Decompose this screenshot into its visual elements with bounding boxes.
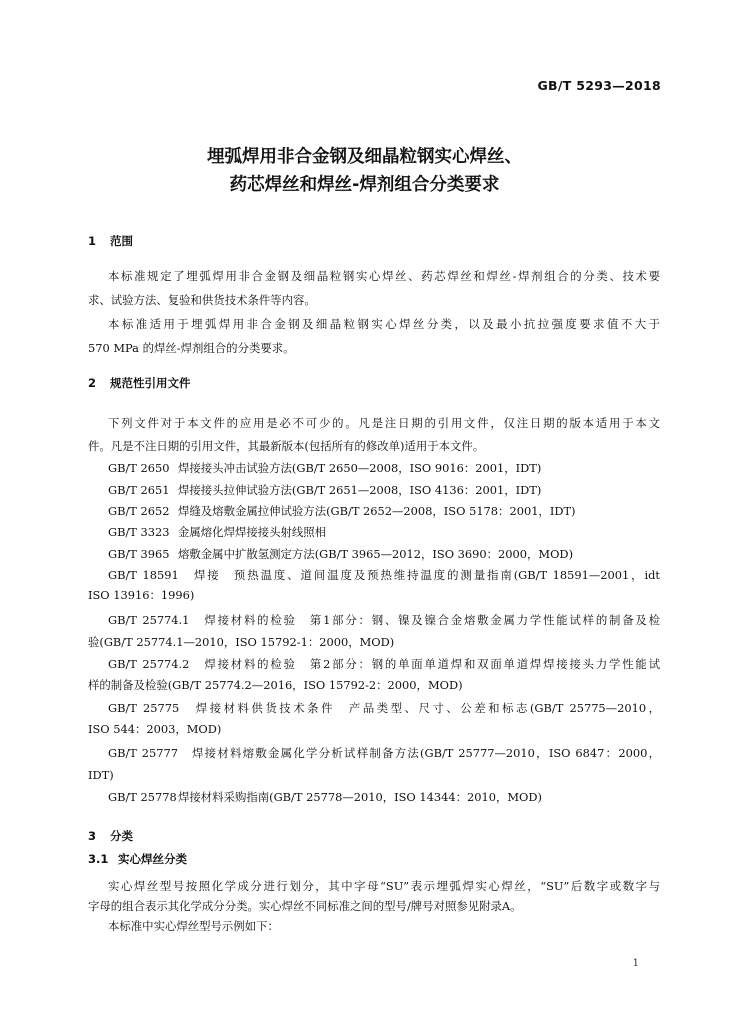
title-line-1: 埋弧焊用非合金钢及细晶粒钢实心焊丝、 bbox=[207, 147, 522, 167]
section-2-number: 2 bbox=[88, 376, 97, 390]
standard-number: GB/T 5293—2018 bbox=[537, 78, 661, 93]
reference-item: GB/T 25774.2 焊接材料的检验 第2部分：钢的单面单道焊和双面单道焊焊接接头力学性能试 bbox=[108, 657, 660, 671]
section-1-title: 范围 bbox=[110, 234, 133, 248]
reference-item: GB/T 25775 焊接材料供货技术条件 产品类型、尺寸、公差和标志(GB/T 25775—2010， bbox=[108, 701, 660, 715]
section-1-para-1-line-1: 本标准规定了埋弧焊用非合金钢及细晶粒钢实心焊丝、药芯焊丝和焊丝-焊剂组合的分类、技术要 bbox=[108, 269, 660, 283]
section-1-number: 1 bbox=[88, 234, 97, 248]
section-3-para-1-line-2: 字母的组合表示其化学成分分类。实心焊丝不同标准之间的型号/牌号对照参见附录A。 bbox=[88, 899, 522, 913]
reference-item-continuation: ISO 544：2003，MOD) bbox=[88, 722, 222, 736]
reference-item: GB/T 25777 焊接材料熔敷金属化学分析试样制备方法(GB/T 25777—2010，ISO 6847：2000， bbox=[108, 746, 660, 760]
section-3-para-2: 本标准中实心焊丝型号示例如下： bbox=[108, 919, 279, 933]
reference-item-continuation: IDT) bbox=[88, 768, 114, 782]
reference-item: GB/T 2650 焊接接头冲击试验方法(GB/T 2650—2008，ISO 9016：2001，IDT) bbox=[108, 461, 542, 475]
section-2-title: 规范性引用文件 bbox=[110, 376, 191, 390]
section-3-1-number: 3.1 bbox=[88, 852, 109, 866]
section-3-heading bbox=[88, 828, 133, 844]
section-3-1-heading bbox=[88, 851, 187, 867]
document-title bbox=[0, 143, 729, 199]
reference-item: GB/T 18591 焊接 预热温度、道间温度及预热维持温度的测量指南(GB/T 18591—2001，idt bbox=[108, 568, 660, 582]
title-line-2: 药芯焊丝和焊丝-焊剂组合分类要求 bbox=[229, 175, 500, 195]
reference-item-continuation: ISO 13916：1996) bbox=[88, 588, 195, 602]
reference-item: GB/T 25778焊接材料采购指南(GB/T 25778—2010，ISO 14344：2010，MOD) bbox=[108, 790, 542, 804]
reference-item: GB/T 25774.1 焊接材料的检验 第1部分：钢、镍及镍合金熔敷金属力学性能试样的制备及检 bbox=[108, 613, 660, 627]
reference-item-continuation: 验(GB/T 25774.1—2010，ISO 15792-1：2000，MOD) bbox=[88, 635, 395, 649]
section-1-para-2-line-2: 570 MPa 的焊丝-焊剂组合的分类要求。 bbox=[88, 341, 295, 355]
reference-item: GB/T 3965 熔敷金属中扩散氢测定方法(GB/T 3965—2012，ISO 3690：2000，MOD) bbox=[108, 547, 574, 561]
section-2-intro-line-2: 件。凡是不注日期的引用文件，其最新版本(包括所有的修改单)适用于本文件。 bbox=[88, 439, 485, 453]
section-2-heading bbox=[88, 375, 191, 391]
reference-item: GB/T 2652 焊缝及熔敷金属拉伸试验方法(GB/T 2652—2008，ISO 5178：2001，IDT) bbox=[108, 504, 576, 518]
reference-item: GB/T 3323 金属熔化焊焊接接头射线照相 bbox=[108, 525, 327, 539]
reference-item-continuation: 样的制备及检验(GB/T 25774.2—2016，ISO 15792-2：2000，MOD) bbox=[88, 678, 463, 692]
section-1-para-1-line-2: 求、试验方法、复验和供货技术条件等内容。 bbox=[88, 293, 316, 307]
section-3-number: 3 bbox=[88, 829, 97, 843]
section-1-para-2-line-1: 本标准适用于埋弧焊用非合金钢及细晶粒钢实心焊丝分类，以及最小抗拉强度要求值不大于 bbox=[108, 317, 660, 331]
section-1-heading bbox=[88, 233, 133, 249]
reference-item: GB/T 2651 焊接接头拉伸试验方法(GB/T 2651—2008，ISO 4136：2001，IDT) bbox=[108, 483, 542, 497]
section-3-para-1-line-1: 实心焊丝型号按照化学成分进行划分，其中字母“SU”表示埋弧焊实心焊丝，“SU”后数字或数字与 bbox=[108, 879, 660, 893]
page-number: 1 bbox=[632, 958, 639, 969]
section-2-intro-line-1: 下列文件对于本文件的应用是必不可少的。凡是注日期的引用文件，仅注日期的版本适用于本文 bbox=[108, 416, 660, 430]
section-3-title: 分类 bbox=[110, 829, 133, 843]
section-3-1-title: 实心焊丝分类 bbox=[118, 852, 187, 866]
